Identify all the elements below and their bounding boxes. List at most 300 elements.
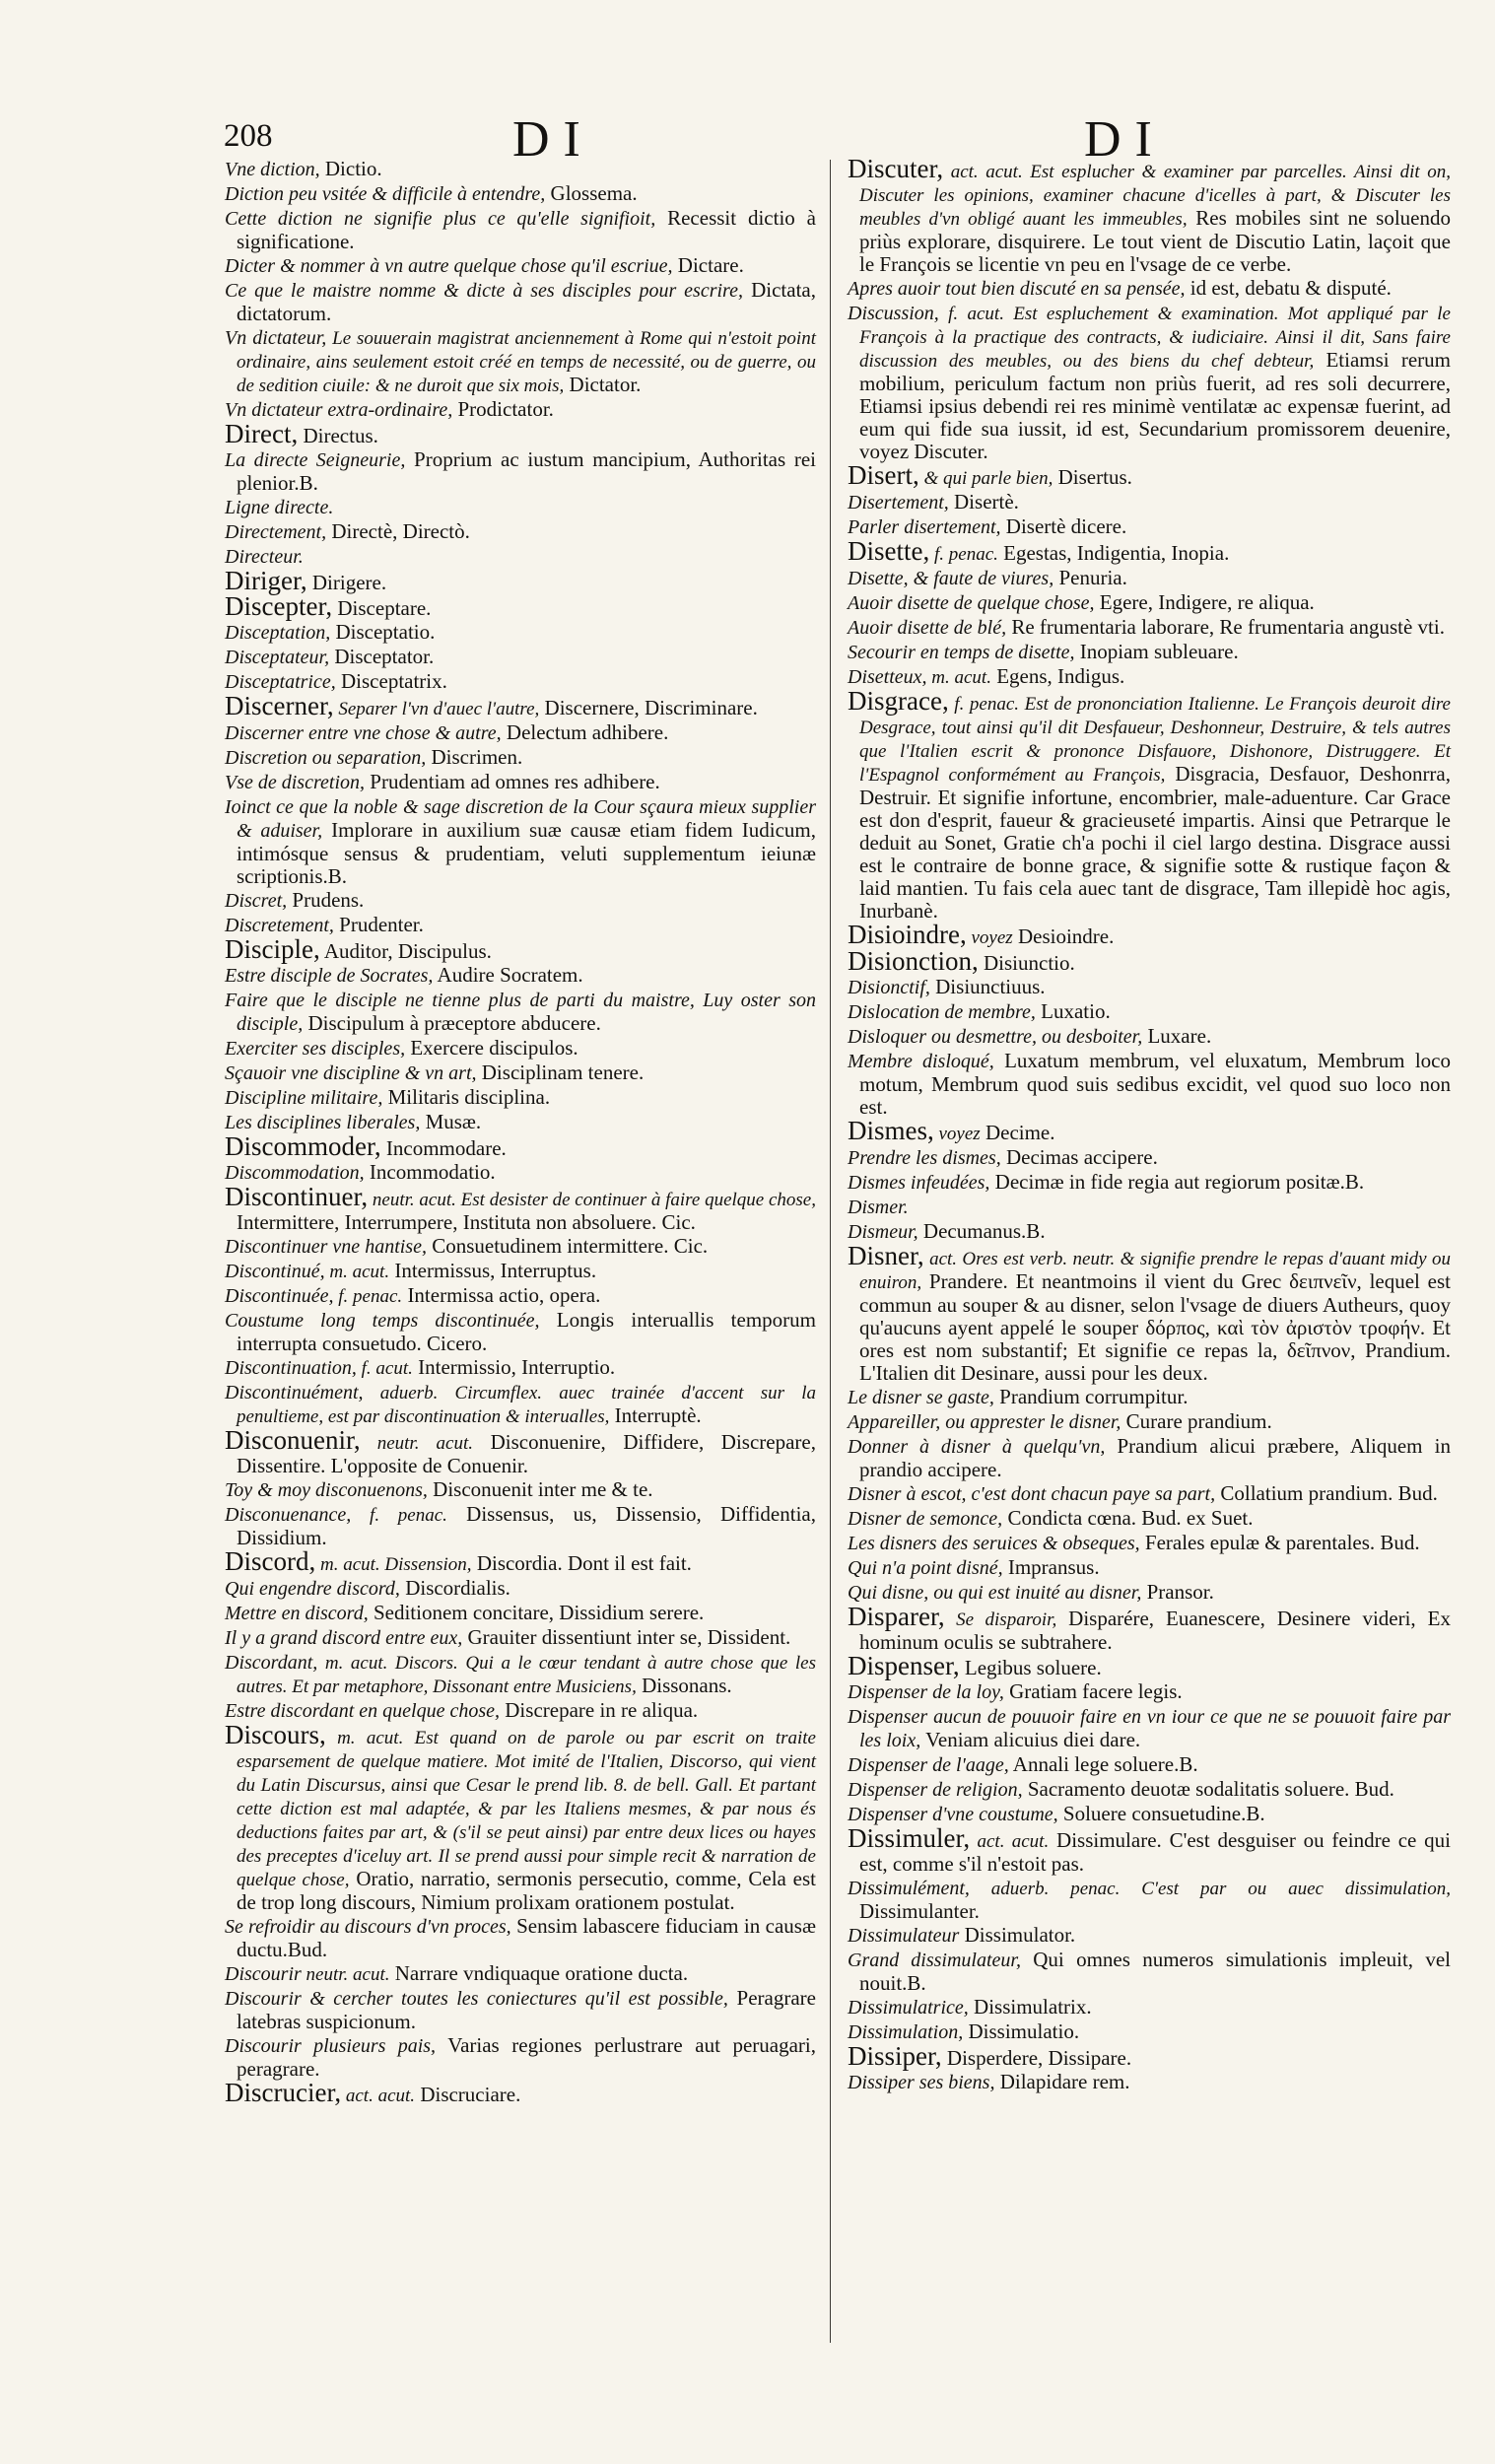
entry-translation: Desioindre. xyxy=(1012,924,1115,948)
entry-translation: Decimas accipere. xyxy=(1000,1145,1158,1169)
entry-headword: Disgrace, xyxy=(848,686,949,716)
dictionary-entry xyxy=(225,934,816,964)
entry-gloss: aduerb. penac. C'est par ou auec dissimulation, xyxy=(969,1879,1451,1899)
entry-headword: Le disner se gaste, xyxy=(848,1387,994,1408)
entry-translation: Consuetudinem intermittere. Cic. xyxy=(426,1234,709,1258)
entry-headword: Discord, xyxy=(225,1546,316,1576)
entry-translation: Disgracia, Desfauor, Deshonrra, Destruir. Et signifie infortune, encombrier, male-aduenture. Car Grace est don d'esprit, faueur & gracieuseté impartis. Ainsi que Petrarque le deduit au Sonet, Gratie ch'a pochi il ciel largo destina. Disgrace aussi est le contraire de bonne grace, & signifie sotte & rustique façon & laid mantien. Tu fais cela auec tant de disgrace, Tam illepidè hoc agis, Inurbanè. xyxy=(859,762,1451,923)
entry-translation: id est, debatu & disputé. xyxy=(1185,276,1392,300)
dictionary-entry xyxy=(225,1626,816,1650)
entry-headword: Ioinct ce que la noble & sage discretion de la Cour sçaura mieux supplier & aduiser, xyxy=(225,796,816,842)
entry-gloss: f. penac. xyxy=(351,1505,447,1526)
entry-translation: Disertè. xyxy=(948,490,1019,513)
entry-translation: Audire Socratem. xyxy=(433,963,583,987)
dictionary-entry xyxy=(225,795,816,888)
entry-headword: Membre disloqué, xyxy=(848,1051,994,1072)
dictionary-entry xyxy=(848,460,1451,490)
entry-headword: Dissimulément, xyxy=(848,1878,970,1899)
entry-gloss: Separer l'vn d'auec l'autre, xyxy=(333,699,540,719)
dictionary-entry xyxy=(848,1220,1451,1244)
dictionary-entry xyxy=(225,1425,816,1477)
dictionary-entry xyxy=(848,515,1451,539)
dictionary-entry xyxy=(225,646,816,669)
entry-translation: Recessit dictio à significatione. xyxy=(237,206,816,253)
entry-gloss: Le souuerain magistrat anciennement à Rome qui n'estoit point ordinaire, ains seulement estoit créé en temps de necessité, ou de guerre, ou de sedition ciuile: & ne duroit que six mois, xyxy=(237,328,816,396)
dictionary-entry xyxy=(848,1435,1451,1481)
entry-translation: Incommodare. xyxy=(380,1136,507,1160)
dictionary-entry xyxy=(225,1131,816,1161)
dictionary-entry xyxy=(848,2071,1451,2094)
dictionary-entry xyxy=(225,496,816,519)
entry-translation: Dissonans. xyxy=(636,1674,732,1697)
entry-headword: Discrucier, xyxy=(225,2078,342,2107)
entry-headword: Ce que le maistre nomme & dicte à ses disciples pour escrire, xyxy=(225,280,743,302)
dictionary-entry xyxy=(225,520,816,544)
running-head-right: DI xyxy=(1084,111,1166,168)
entry-translation: Oratio, narratio, sermonis persecutio, comme, Cela est de trop long discours, Nimium prolixam orationem postulat. xyxy=(237,1867,817,1914)
entry-translation: Dictare. xyxy=(672,253,744,277)
dictionary-entry xyxy=(225,207,816,253)
entry-headword: Exerciter ses disciples, xyxy=(225,1038,406,1060)
entry-translation: Disertè dicere. xyxy=(1000,514,1127,538)
dictionary-entry xyxy=(848,1050,1451,1119)
entry-headword: Disconuenir, xyxy=(225,1425,361,1455)
dictionary-entry xyxy=(848,1532,1451,1555)
entry-headword: Disetteux, xyxy=(848,666,927,688)
dictionary-entry xyxy=(848,1025,1451,1049)
entry-translation: Militaris disciplina. xyxy=(382,1085,551,1109)
entry-translation: Delectum adhibere. xyxy=(501,720,669,744)
dictionary-entry xyxy=(848,1000,1451,1024)
dictionary-entry xyxy=(225,398,816,422)
entry-headword: Vn dictateur extra-ordinaire, xyxy=(225,399,453,421)
dictionary-entry xyxy=(225,1503,816,1549)
entry-translation: Legibus soluere. xyxy=(959,1656,1102,1679)
entry-translation: Discernere, Discriminare. xyxy=(539,696,758,719)
entry-headword: Discontinuer vne hantise, xyxy=(225,1236,427,1258)
entry-gloss: m. acut. Discors. Qui a le cœur tendant à autre chose que les autres. Et par metaphore, Dissonant entre Musiciens, xyxy=(237,1653,816,1697)
dictionary-entry xyxy=(225,158,816,181)
entry-gloss: act. acut. Est esplucher & examiner par parcelles. Ainsi dit on, Discuter les opinions, examiner chacune d'icelles à part, & Discuter les meubles d'vn obligé auant les immeubles, xyxy=(859,162,1451,230)
entry-gloss: m. acut. xyxy=(324,1262,390,1282)
entry-headword: Vne diction, xyxy=(225,159,320,180)
dictionary-entry xyxy=(225,1381,816,1428)
entry-translation: Discordia. Dont il est fait. xyxy=(471,1551,692,1575)
entry-headword: Vse de discretion, xyxy=(225,772,366,793)
entry-headword: Dissimulatrice, xyxy=(848,1997,969,2019)
entry-translation: Pransor. xyxy=(1141,1580,1214,1604)
dictionary-entry xyxy=(225,182,816,206)
entry-headword: Direct, xyxy=(225,419,299,448)
entry-translation: Directus. xyxy=(298,424,378,447)
dictionary-entry xyxy=(225,1962,816,1986)
entry-translation: Incommodatio. xyxy=(364,1160,496,1184)
dictionary-entry xyxy=(225,1061,816,1085)
entry-translation: Interruptè. xyxy=(609,1403,702,1427)
dictionary-entry xyxy=(848,302,1451,463)
entry-headword: Discommodation, xyxy=(225,1162,365,1184)
entry-headword: Dispenser de l'aage, xyxy=(848,1754,1009,1776)
dictionary-entry xyxy=(225,1284,816,1308)
entry-headword: Parler disertement, xyxy=(848,516,1001,538)
entry-headword: Dissimulateur xyxy=(848,1925,960,1947)
entry-translation: Luxatio. xyxy=(1035,999,1111,1023)
dictionary-entry xyxy=(225,771,816,794)
entry-headword: Disioindre, xyxy=(848,920,967,949)
entry-translation: Soluere consuetudine.B. xyxy=(1057,1802,1265,1825)
entry-translation: Dilapidare rem. xyxy=(994,2070,1130,2093)
entry-translation: Decimæ in fide regia aut regiorum positæ.B. xyxy=(989,1170,1365,1194)
entry-translation: Grauiter dissentiunt inter se, Dissident. xyxy=(462,1625,791,1649)
entry-headword: Qui engendre discord, xyxy=(225,1578,400,1600)
entry-headword: Dispenser d'vne coustume, xyxy=(848,1804,1058,1825)
entry-headword: Dissimuler, xyxy=(848,1823,971,1853)
entry-headword: Estre disciple de Socrates, xyxy=(225,965,434,987)
entry-gloss: neutr. acut. xyxy=(360,1433,474,1454)
dictionary-entry xyxy=(225,1356,816,1380)
entry-translation: Sensim labascere fiduciam in causæ ductu.Bud. xyxy=(237,1914,816,1961)
entry-translation: Dissimulare. C'est desguiser ou feindre ce qui est, comme s'il n'estoit pas. xyxy=(859,1828,1451,1876)
entry-translation: Seditionem concitare, Dissidium serere. xyxy=(368,1601,705,1624)
page-number: 208 xyxy=(224,118,273,154)
entry-translation: Disiunctiuus. xyxy=(929,975,1046,998)
dictionary-entry xyxy=(848,491,1451,514)
entry-headword: Grand dissimulateur, xyxy=(848,1950,1021,1971)
entry-headword: Mettre en discord, xyxy=(225,1603,369,1624)
entry-translation: Dirigere. xyxy=(306,571,387,594)
entry-headword: Sçauoir vne discipline & vn art, xyxy=(225,1062,477,1084)
entry-headword: Discommoder, xyxy=(225,1131,381,1161)
entry-gloss: m. acut. xyxy=(926,667,991,688)
dictionary-entry xyxy=(225,1037,816,1061)
dictionary-entry xyxy=(225,989,816,1036)
entry-translation: Musæ. xyxy=(420,1110,482,1133)
entry-headword: Dispenser, xyxy=(848,1651,960,1680)
dictionary-entry xyxy=(848,1482,1451,1506)
dictionary-entry xyxy=(225,1651,816,1698)
dictionary-entry xyxy=(848,536,1451,566)
entry-headword: Diction peu vsitée & difficile à entendre, xyxy=(225,183,546,205)
dictionary-entry xyxy=(848,1949,1451,1995)
dictionary-entry xyxy=(225,591,816,621)
entry-gloss: voyez xyxy=(966,927,1013,948)
entry-translation: Varias regiones perlustrare aut peruagari, peragrare. xyxy=(237,2033,816,2081)
entry-translation: Disciplinam tenere. xyxy=(476,1061,645,1084)
entry-translation: Exercere discipulos. xyxy=(405,1036,578,1060)
dictionary-entry xyxy=(225,326,816,397)
entry-headword: Discepter, xyxy=(225,591,333,621)
dictionary-entry xyxy=(225,1235,816,1259)
left-column xyxy=(225,158,816,2108)
entry-translation: Disperdere, Dissipare. xyxy=(941,2046,1132,2070)
dictionary-entry xyxy=(225,279,816,325)
entry-translation: Inopiam subleuare. xyxy=(1074,640,1239,663)
entry-translation: Penuria. xyxy=(1053,566,1127,589)
dictionary-entry xyxy=(848,686,1451,923)
entry-headword: Discourir & cercher toutes les coniectures qu'il est possible, xyxy=(225,1988,728,2010)
entry-headword: Directeur. xyxy=(225,546,304,568)
dictionary-entry xyxy=(848,976,1451,999)
dictionary-entry xyxy=(848,1924,1451,1948)
entry-translation: Disceptatio. xyxy=(330,620,436,644)
right-column xyxy=(848,154,1452,2095)
dictionary-entry xyxy=(225,1182,816,1234)
entry-headword: Discret, xyxy=(225,890,288,912)
entry-headword: Directement, xyxy=(225,521,327,543)
dictionary-entry xyxy=(225,746,816,770)
entry-gloss: f. acut. Est espluchement & examination. Mot appliqué par le François à la practique des contracts, & iudiciaire. Ainsi il dit, Sans faire discussion des meubles, ou des biens du chef debteur, xyxy=(859,304,1451,372)
entry-translation: Sacramento deuotæ sodalitatis soluere. Bud. xyxy=(1022,1777,1394,1801)
entry-translation: Dissimulanter. xyxy=(859,1899,980,1923)
dictionary-entry xyxy=(225,964,816,988)
entry-headword: Dissiper ses biens, xyxy=(848,2072,995,2093)
dictionary-entry xyxy=(848,1996,1451,2019)
entry-translation: Ferales epulæ & parentales. Bud. xyxy=(1139,1531,1420,1554)
entry-gloss: f. penac. Est de prononciation Italienne. Le François deuroit dire Desgrace, tout ainsi qu'il dit Desfaueur, Deshonneur, Destruire, & tels autres que l'Italien escrit & prononce Disfauore, Dishonore, Distruggere. Et l'Espagnol conformément au François, xyxy=(859,694,1451,786)
dictionary-entry xyxy=(848,1196,1451,1219)
entry-headword: Les disciplines liberales, xyxy=(225,1112,421,1133)
entry-headword: Coustume long temps discontinuée, xyxy=(225,1310,540,1332)
entry-headword: Discerner, xyxy=(225,691,334,720)
dictionary-entry xyxy=(848,1778,1451,1802)
entry-headword: Discontinuément, xyxy=(225,1382,364,1403)
entry-headword: La directe Seigneurie, xyxy=(225,449,406,471)
entry-headword: Auoir disette de blé, xyxy=(848,617,1007,639)
entry-translation: Curare prandium. xyxy=(1121,1409,1272,1433)
entry-translation: Luxare. xyxy=(1142,1024,1212,1048)
entry-gloss: aduerb. Circumflex. auec trainée d'accent sur la penultieme, est par discontinuation & interualles, xyxy=(237,1383,816,1427)
entry-translation: Disconuenire, Diffidere, Discrepare, Dissentire. L'opposite de Conuenir. xyxy=(237,1430,816,1477)
entry-headword: Disceptatrice, xyxy=(225,671,336,693)
entry-gloss: Se disparoir, xyxy=(944,1609,1057,1630)
dictionary-entry xyxy=(225,1720,817,1914)
entry-translation: Discordialis. xyxy=(399,1576,510,1600)
entry-translation: Luxatum membrum, vel eluxatum, Membrum loco motum, Membrum quod suis sedibus excidit, vel quod suo loco non est. xyxy=(859,1049,1452,1119)
entry-translation: Egens, Indigus. xyxy=(990,664,1125,688)
entry-gloss: f. acut. xyxy=(356,1358,413,1379)
entry-translation: Decumanus.B. xyxy=(917,1219,1046,1243)
entry-translation: Impransus. xyxy=(1002,1555,1100,1579)
dictionary-entry xyxy=(225,1577,816,1601)
dictionary-entry xyxy=(848,616,1451,640)
dictionary-entry xyxy=(225,691,816,720)
entry-translation: Discrepare in re aliqua. xyxy=(500,1698,699,1722)
entry-translation: Intermissio, Interruptio. xyxy=(412,1355,616,1379)
entry-translation: Decime. xyxy=(980,1121,1055,1144)
entry-headword: Donner à disner à quelqu'vn, xyxy=(848,1436,1106,1458)
entry-headword: Appareiller, ou apprester le disner, xyxy=(848,1411,1121,1433)
entry-headword: Disette, xyxy=(848,536,930,566)
dictionary-entry xyxy=(848,1680,1451,1704)
entry-headword: Ligne directe. xyxy=(225,497,334,518)
dictionary-entry xyxy=(848,1507,1451,1531)
dictionary-entry xyxy=(848,1556,1451,1580)
entry-translation: Discipulum à præceptore abducere. xyxy=(303,1011,601,1035)
entry-headword: Disciple, xyxy=(225,934,320,964)
dictionary-entry xyxy=(225,1987,816,2033)
dictionary-entry xyxy=(848,277,1451,301)
entry-translation: Disertus. xyxy=(1053,465,1132,489)
entry-translation: Prudenter. xyxy=(333,913,424,936)
dictionary-entry xyxy=(848,1877,1451,1923)
entry-headword: Discerner entre vne chose & autre, xyxy=(225,722,502,744)
entry-headword: Discuter, xyxy=(848,154,944,183)
dictionary-entry xyxy=(848,1705,1451,1752)
dictionary-entry xyxy=(225,448,816,495)
dictionary-entry xyxy=(848,591,1451,615)
dictionary-entry xyxy=(848,1651,1451,1680)
dictionary-entry xyxy=(225,1260,816,1283)
entry-headword: Il y a grand discord entre eux, xyxy=(225,1627,463,1649)
entry-translation: Disparére, Euanescere, Desinere videri, Ex hominum oculis se subtrahere. xyxy=(859,1607,1451,1654)
entry-translation: Collatium prandium. Bud. xyxy=(1215,1481,1438,1505)
entry-headword: Discontinuation, xyxy=(225,1357,357,1379)
entry-translation: Intermittere, Interrumpere, Instituta non absoluere. Cic. xyxy=(237,1210,696,1234)
entry-headword: Dismer. xyxy=(848,1197,909,1218)
entry-headword: Disloquer ou desmettre, ou desboiter, xyxy=(848,1026,1143,1048)
dictionary-entry xyxy=(225,1546,816,1576)
dictionary-entry xyxy=(848,1116,1451,1145)
entry-headword: Dismes, xyxy=(848,1116,934,1145)
dictionary-entry xyxy=(225,419,816,448)
dictionary-entry xyxy=(848,1410,1451,1434)
entry-translation: Longis interuallis temporum interrupta consuetudo. Cicero. xyxy=(237,1308,816,1355)
entry-headword: Dislocation de membre, xyxy=(848,1001,1036,1023)
dictionary-entry xyxy=(225,2034,816,2081)
entry-headword: Disionctif, xyxy=(848,977,930,998)
entry-translation: Prandere. Et neantmoins il vient du Grec δειπνεῖν, lequel est commun au souper & au disner, selon l'vsage de diuers Autheurs, quoy qu'aucuns ayent appelé le souper δόρπος, καὶ τὸν ἀριστὸν τροφήν. Et ores est nom substantif; Et signifie ce repas la, δεῖπνον, Prandium. L'Italien dit Desinare, aussi pour les deux. xyxy=(859,1269,1451,1385)
entry-gloss: act. acut. xyxy=(970,1831,1050,1852)
entry-headword: Cette diction ne signifie plus ce qu'elle signifioit, xyxy=(225,208,656,230)
entry-translation: Gratiam facere legis. xyxy=(1003,1679,1183,1703)
entry-translation: Disiunctio. xyxy=(978,951,1075,975)
dictionary-entry xyxy=(225,545,816,569)
entry-translation: Peragrare latebras suspicionum. xyxy=(237,1986,816,2033)
entry-translation: Disceptator. xyxy=(329,645,435,668)
entry-headword: Diriger, xyxy=(225,566,307,595)
entry-translation: Res mobiles sint ne soluendo priùs explorare, disquirere. Le tout vient de Discutio Latin, laçoit que le François se licentie vn peu en l'vsage de ce verbe. xyxy=(859,206,1451,276)
dictionary-entry xyxy=(225,1086,816,1110)
column-divider xyxy=(830,160,831,2343)
entry-headword: Qui disne, ou qui est inuité au disner, xyxy=(848,1582,1142,1604)
entry-translation: Disconuenit inter me & te. xyxy=(427,1477,653,1501)
entry-translation: Re frumentaria laborare, Re frumentaria angustè vti. xyxy=(1006,615,1445,639)
entry-headword: Dispenser de religion, xyxy=(848,1779,1023,1801)
entry-headword: Discussion, xyxy=(848,303,939,324)
entry-headword: Faire que le disciple ne tienne plus de parti du maistre, Luy oster son disciple, xyxy=(225,990,816,1035)
entry-translation: Directè, Directò. xyxy=(326,519,470,543)
dictionary-entry xyxy=(225,721,816,745)
entry-headword: Les disners des seruices & obseques, xyxy=(848,1533,1140,1554)
entry-translation: Discruciare. xyxy=(415,2083,521,2106)
entry-translation: Auditor, Discipulus. xyxy=(319,939,492,963)
entry-headword: Disette, & faute de viures, xyxy=(848,568,1054,589)
entry-translation: Disceptare. xyxy=(332,596,432,620)
entry-translation: Prudens. xyxy=(287,888,365,912)
entry-gloss: act. Ores est verb. neutr. & signifie prendre le repas d'auant midy ou enuiron, xyxy=(859,1249,1451,1293)
entry-headword: Disceptation, xyxy=(225,622,331,644)
entry-translation: Prandium alicui præbere, Aliquem in prandio accipere. xyxy=(859,1434,1451,1481)
entry-headword: Discontinuer, xyxy=(225,1182,369,1211)
entry-headword: Dispenser aucun de pouuoir faire en vn iour ce que ne se pouuoit faire par les loix, xyxy=(848,1706,1451,1751)
entry-headword: Dispenser de la loy, xyxy=(848,1681,1004,1703)
entry-headword: Discontinué, xyxy=(225,1261,325,1282)
dictionary-entry xyxy=(225,621,816,645)
dictionary-entry xyxy=(225,1602,816,1625)
entry-headword: Estre discordant en quelque chose, xyxy=(225,1700,501,1722)
entry-gloss: voyez xyxy=(933,1124,981,1144)
entry-headword: Dismeur, xyxy=(848,1221,918,1243)
entry-headword: Discourir xyxy=(225,1963,302,1985)
entry-headword: Disner, xyxy=(848,1241,924,1270)
entry-gloss: f. penac. xyxy=(929,544,998,565)
entry-headword: Prendre les dismes, xyxy=(848,1147,1001,1169)
entry-translation: Proprium ac iustum mancipium, Authoritas rei plenior.B. xyxy=(237,447,817,495)
entry-headword: Vn dictateur, xyxy=(225,327,327,349)
entry-headword: Disertement, xyxy=(848,492,949,513)
entry-translation: Qui omnes numeros simulationis impleuit, vel nouit.B. xyxy=(859,1948,1451,1995)
dictionary-entry xyxy=(848,946,1451,976)
entry-headword: Apres auoir tout bien discuté en sa pensée, xyxy=(848,278,1186,300)
entry-translation: Egestas, Indigentia, Inopia. xyxy=(997,541,1230,565)
dictionary-entry xyxy=(225,1478,816,1502)
dictionary-entry xyxy=(848,1171,1451,1195)
entry-translation: Dictio. xyxy=(319,157,382,180)
entry-translation: Implorare in auxilium suæ causæ etiam fidem Iudicum, intimósque sensus & prudentiam, veluti supplementum ieiunæ scriptionis.B. xyxy=(237,818,816,888)
entry-translation: Dissensus, us, Dissensio, Diffidentia, Dissidium. xyxy=(237,1502,816,1549)
entry-translation: Narrare vndiquaque oratione ducta. xyxy=(389,1961,689,1985)
entry-headword: Disparer, xyxy=(848,1602,945,1631)
entry-headword: Disceptateur, xyxy=(225,647,330,668)
entry-gloss: neutr. acut. Est desister de continuer à faire quelque chose, xyxy=(368,1190,816,1210)
entry-translation: Dictata, dictatorum. xyxy=(237,278,816,325)
dictionary-entry xyxy=(225,1309,816,1355)
entry-translation: Glossema. xyxy=(545,181,638,205)
entry-headword: Dismes infeudées, xyxy=(848,1172,990,1194)
entry-headword: Auoir disette de quelque chose, xyxy=(848,592,1095,614)
dictionary-entry xyxy=(225,1915,816,1961)
entry-headword: Disner à escot, c'est dont chacun paye sa part, xyxy=(848,1483,1216,1505)
entry-translation: Dissimulator. xyxy=(959,1923,1076,1947)
entry-headword: Dissimulation, xyxy=(848,2021,964,2043)
dictionary-entry xyxy=(225,889,816,913)
entry-translation: Intermissus, Interruptus. xyxy=(389,1259,597,1282)
dictionary-entry xyxy=(848,1602,1451,1654)
entry-headword: Discordant, xyxy=(225,1652,318,1674)
entry-translation: Discrimen. xyxy=(426,745,523,769)
entry-headword: Qui n'a point disné, xyxy=(848,1557,1003,1579)
dictionary-entry xyxy=(848,641,1451,664)
entry-headword: Toy & moy disconuenons, xyxy=(225,1479,428,1501)
dictionary-entry xyxy=(848,1823,1451,1876)
entry-headword: Disert, xyxy=(848,460,919,490)
entry-translation: Etiamsi rerum mobilium, periculum factum non priùs fuerit, ad res soli decurrere, Etiamsi ipsius debendi rei res minimè ventilatæ ac expensæ fuerint, ad eum qui fide sua iussit, id est, Secundarium promissorem deuenire, voyez Discuter. xyxy=(859,348,1451,463)
entry-headword: Disconuenance, xyxy=(225,1504,352,1526)
dictionary-entry xyxy=(848,154,1451,276)
entry-headword: Secourir en temps de disette, xyxy=(848,642,1075,663)
entry-headword: Discretion ou separation, xyxy=(225,747,427,769)
entry-gloss: f. penac. xyxy=(333,1286,403,1307)
dictionary-entry xyxy=(848,567,1451,590)
entry-gloss: & qui parle bien, xyxy=(918,468,1053,489)
entry-headword: Discretement, xyxy=(225,915,334,936)
entry-translation: Intermissa actio, opera. xyxy=(402,1283,601,1307)
entry-translation: Prodictator. xyxy=(452,397,554,421)
entry-translation: Disceptatrix. xyxy=(335,669,447,693)
dictionary-entry xyxy=(848,1753,1451,1777)
entry-gloss: m. acut. Dissension, xyxy=(315,1554,472,1575)
entry-headword: Disner de semonce, xyxy=(848,1508,1003,1530)
